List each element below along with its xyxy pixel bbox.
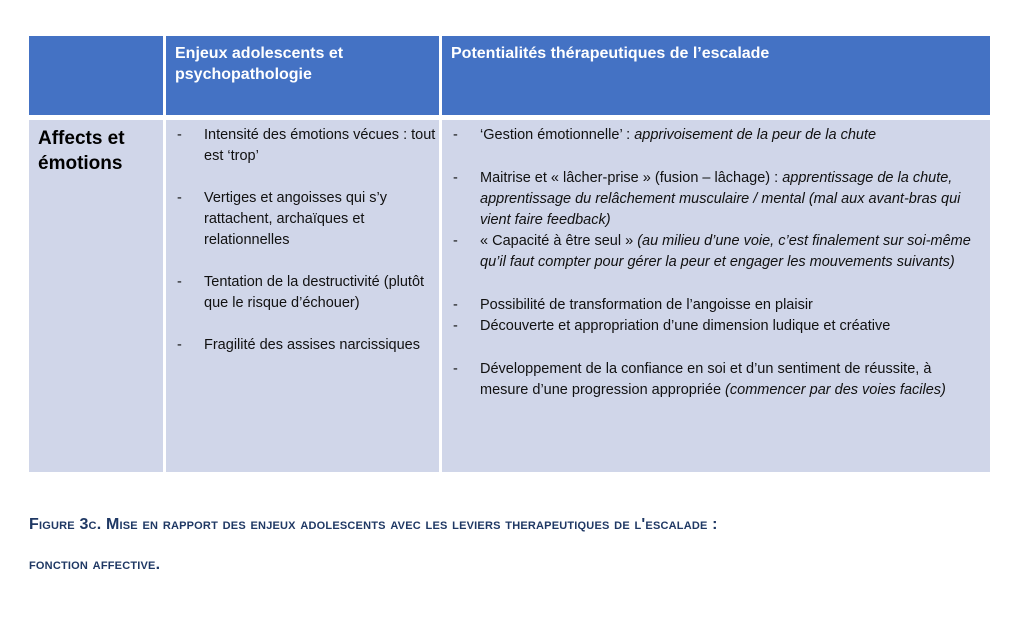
- item-text: Maitrise et « lâcher-prise » (fusion – lâchage) :: [480, 170, 783, 186]
- item-text: Tentation de la destructivité (plutôt que le risque d’échouer): [204, 274, 425, 311]
- bullet: -: [177, 127, 182, 143]
- list-item: [177, 125, 436, 167]
- item-text: « Capacité à être seul »: [480, 233, 638, 249]
- bullet: -: [453, 297, 458, 313]
- bullet: -: [177, 337, 182, 353]
- item-emphasis: (commencer par des voies faciles): [725, 382, 946, 398]
- list-item: [453, 316, 983, 337]
- header-cell-potentialites: Potentialités thérapeutiques de l’escalade: [451, 45, 770, 62]
- header-cell-empty: [29, 36, 165, 115]
- enjeux-list: [177, 125, 439, 356]
- item-text: Possibilité de transformation de l’angoisse en plaisir: [480, 297, 813, 313]
- list-item: [453, 125, 983, 146]
- bullet: -: [177, 274, 182, 290]
- list-item: [453, 295, 983, 316]
- bullet: -: [453, 170, 458, 186]
- caption-line-1: Figure 3c. Mise en rapport des enjeux adolescents avec les leviers therapeutiques de l'escalade :: [29, 516, 718, 533]
- potentialites-list: [453, 125, 983, 401]
- header-cell-enjeux: Enjeux adolescents et psychopathologie: [175, 45, 344, 83]
- list-item: [453, 359, 970, 401]
- table-header-row: [29, 36, 990, 115]
- list-item: [453, 168, 983, 231]
- item-text: ‘Gestion émotionnelle’ :: [480, 127, 635, 143]
- column-divider: [439, 36, 442, 472]
- item-emphasis: apprivoisement de la peur de la chute: [634, 127, 877, 143]
- list-item: [453, 231, 983, 273]
- row-divider: [29, 115, 990, 120]
- list-item: [177, 272, 436, 314]
- item-text: Intensité des émotions vécues : tout est ‘trop’: [204, 127, 436, 164]
- bullet: -: [453, 361, 458, 377]
- list-item: [177, 335, 436, 356]
- figure-caption: [29, 512, 991, 578]
- item-emphasis: (au milieu d’une voie, c’est finalement sur soi-même qu’il faut compter pour gérer la peur et engager les mouvements suivants): [480, 233, 971, 270]
- row-label: Affects et émotions: [38, 128, 125, 174]
- bullet: -: [453, 318, 458, 334]
- bullet: -: [453, 233, 458, 249]
- bullet: -: [453, 127, 458, 143]
- comparison-table: [29, 36, 990, 472]
- item-text: Découverte et appropriation d’une dimension ludique et créative: [480, 318, 891, 334]
- bullet: -: [177, 190, 182, 206]
- caption-line-2: fonction affective.: [29, 556, 161, 573]
- item-text: Développement de la confiance en soi et d’un sentiment de réussite, à mesure d’une progression appropriée: [480, 361, 932, 398]
- column-divider: [163, 36, 166, 472]
- item-text: Vertiges et angoisses qui s’y rattachent, archaïques et relationnelles: [204, 190, 387, 248]
- item-text: Fragilité des assises narcissiques: [204, 337, 420, 353]
- list-item: [177, 188, 436, 251]
- item-emphasis: apprentissage de la chute, apprentissage du relâchement musculaire / mental (mal aux avant-bras qui vient faire feedback): [480, 170, 961, 228]
